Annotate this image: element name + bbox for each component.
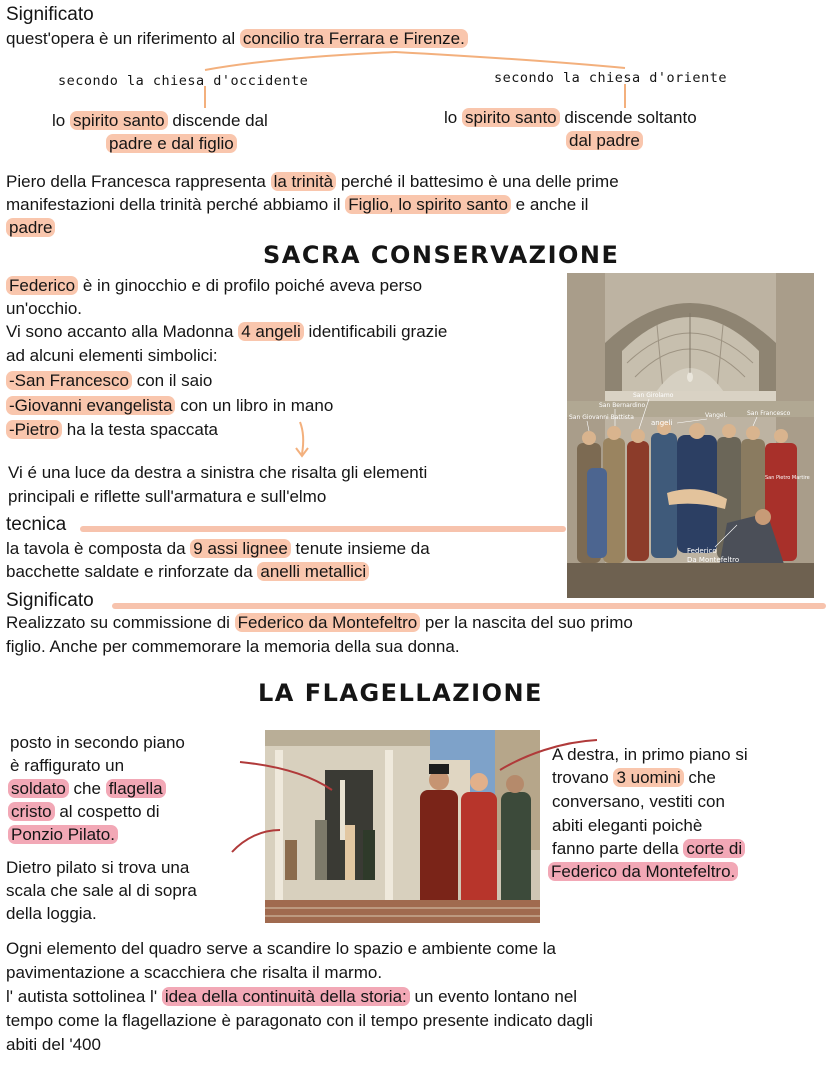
east-label: secondo la chiesa d'oriente (494, 70, 727, 86)
assi-hl: 9 assi lignee (190, 539, 291, 558)
significato2-underline (112, 603, 826, 609)
federico-hl: Federico (6, 276, 78, 295)
east-line1 (444, 107, 697, 129)
trinity-text: Piero della Francesca rappresenta (6, 172, 271, 191)
pietro-text: ha la testa spaccata (62, 420, 219, 439)
angeli-text: Vi sono accanto alla Madonna (6, 322, 239, 341)
west-hl-spirito: spirito santo (70, 111, 168, 130)
label-federico1: Federico (687, 547, 717, 555)
bacchette-text: bacchette saldate e rinforzate da (6, 562, 258, 581)
fanno-text: fanno parte della (552, 839, 684, 858)
tecnica-heading: tecnica (6, 514, 67, 535)
pilato-hl: Ponzio Pilato. (8, 825, 118, 844)
flag-left-line4 (8, 801, 160, 823)
che-text: che (68, 779, 106, 798)
trinity-text3: manifestazioni della trinità perché abbiamo il (6, 195, 346, 214)
montefeltro2-hl: Federico da Montefeltro. (548, 862, 738, 881)
flagellazione-heading: LA FLAGELLAZIONE (258, 679, 543, 707)
angeli-hl: 4 angeli (238, 322, 304, 341)
west-hl-padre: padre e dal figlio (106, 134, 237, 153)
luce-line2: principali e riflette sull'armatura e sull'elmo (8, 487, 327, 506)
label-pietro: San Pietro Martire (765, 475, 810, 481)
francesco-line (6, 370, 212, 392)
east-hl-padre: dal padre (566, 131, 643, 150)
trinity-text2: perché il battesimo è una delle prime (336, 172, 619, 191)
autista-text: l' autista sottolinea l' (6, 987, 162, 1006)
flag-left-line5 (8, 824, 118, 846)
egg-ornament (687, 372, 693, 382)
giovanni-hl: -Giovanni evangelista (6, 396, 175, 415)
flag-bottom-line3 (6, 986, 577, 1008)
label-francesco: San Francesco (747, 410, 791, 417)
west-line2 (106, 133, 237, 155)
tecnica-underline (80, 526, 566, 532)
arrow-down-icon (290, 420, 314, 462)
trovano-text: trovano (552, 768, 614, 787)
label-vangelista: Vangel. (705, 412, 728, 419)
occhio-line: un'occhio. (6, 299, 83, 318)
label-girolamo: San Girolamo (633, 392, 674, 399)
east-line2 (566, 130, 643, 152)
tavola-text: la tavola è composta da (6, 539, 191, 558)
soldato-hl: soldato (8, 779, 69, 798)
flag-left-b3: della loggia. (6, 904, 97, 923)
flag-bottom-line2: pavimentazione a scacchiera che risalta il marmo. (6, 963, 383, 982)
significato2-heading: Significato (6, 590, 94, 611)
francesco-text: con il saio (132, 371, 213, 390)
trinity-line2 (6, 194, 588, 216)
montefeltro-hl: Federico da Montefeltro (235, 613, 421, 632)
trinity-hl3: padre (6, 218, 55, 237)
flag-right-line3: conversano, vestiti con (552, 792, 725, 811)
council-text: quest'opera è un riferimento al (6, 29, 240, 48)
continuita-hl: idea della continuità della storia: (162, 987, 410, 1006)
giovanni-text: con un libro in mano (175, 396, 334, 415)
trinity-line1 (6, 171, 619, 193)
uomini-hl: 3 uomini (613, 768, 683, 787)
flagellazione-painting (265, 730, 540, 923)
west-line1 (52, 110, 268, 132)
flag-bottom-line5: abiti del '400 (6, 1035, 101, 1054)
francesco-hl: -San Francesco (6, 371, 132, 390)
west-pre: lo (52, 111, 70, 130)
federico-text: è in ginocchio e di profilo poiché aveva perso (78, 276, 423, 295)
flag-left-b2: scala che sale al di sopra (6, 881, 197, 900)
flag-right-line1: A destra, in primo piano si (552, 745, 748, 764)
simbolici-line: ad alcuni elementi simbolici: (6, 346, 218, 365)
commissione-line2: figlio. Anche per commemorare la memoria della sua donna. (6, 637, 460, 656)
east-pre: lo (444, 108, 462, 127)
east-post: discende soltanto (559, 108, 697, 127)
tavola-text2: tenute insieme da (290, 539, 430, 558)
sacra-conservazione-heading: SACRA CONSERVAZIONE (263, 241, 620, 269)
trinity-text4: e anche il (510, 195, 589, 214)
flag-right-line5 (552, 838, 745, 860)
tavola-line1 (6, 538, 430, 560)
angeli-text2: identificabili grazie (303, 322, 448, 341)
label-giovanni: San Giovanni Battista (569, 414, 634, 421)
flag-bottom-line1: Ogni elemento del quadro serve a scandire lo spazio e ambiente come la (6, 939, 556, 958)
angeli-line (6, 321, 447, 343)
council-highlight: concilio tra Ferrara e Firenze. (240, 29, 468, 48)
trinity-hl: la trinità (271, 172, 337, 191)
sacra-conversazione-painting (567, 273, 814, 598)
flag-left-line3 (8, 778, 166, 800)
commissione-line1 (6, 612, 633, 634)
west-label: secondo la chiesa d'occidente (58, 73, 309, 89)
flagella-hl: flagella (106, 779, 166, 798)
corte-hl: corte di (683, 839, 745, 858)
flag-right-line6 (548, 861, 738, 883)
cristo-hl: cristo (8, 802, 55, 821)
flag-right-line2 (552, 767, 716, 789)
west-post: discende dal (167, 111, 268, 130)
label-federico2: Da Montefeltro (687, 556, 740, 564)
commissione-text2: per la nascita del suo primo (420, 613, 633, 632)
flag-left-line1: posto in secondo piano (10, 733, 185, 752)
flag-left-line2: è raffigurato un (10, 756, 125, 775)
pietro-hl: -Pietro (6, 420, 62, 439)
flag-right-line4: abiti eleganti poichè (552, 816, 703, 835)
pietro-line (6, 419, 218, 441)
trinity-hl2: Figlio, lo spirito santo (345, 195, 511, 214)
luce-line1: Vi é una luce da destra a sinistra che risalta gli elementi (8, 463, 428, 482)
uomini-che-text: che (683, 768, 716, 787)
flag-bottom-line4: tempo come la flagellazione è paragonato con il tempo presente indicato dagli (6, 1011, 593, 1030)
lontano-text: un evento lontano nel (409, 987, 578, 1006)
label-angeli: angeli (651, 419, 673, 427)
flag-left-b1: Dietro pilato si trova una (6, 858, 190, 877)
east-hl-spirito: spirito santo (462, 108, 560, 127)
tavola-line2 (6, 561, 369, 583)
label-bernardino: San Bernardino (599, 402, 646, 409)
commissione-text: Realizzato su commissione di (6, 613, 235, 632)
cospetto-text: al cospetto di (54, 802, 160, 821)
giovanni-line (6, 395, 333, 417)
significato-heading: Significato (6, 4, 94, 25)
trinity-line3 (6, 217, 55, 239)
federico-line (6, 275, 422, 297)
anelli-hl: anelli metallici (257, 562, 369, 581)
